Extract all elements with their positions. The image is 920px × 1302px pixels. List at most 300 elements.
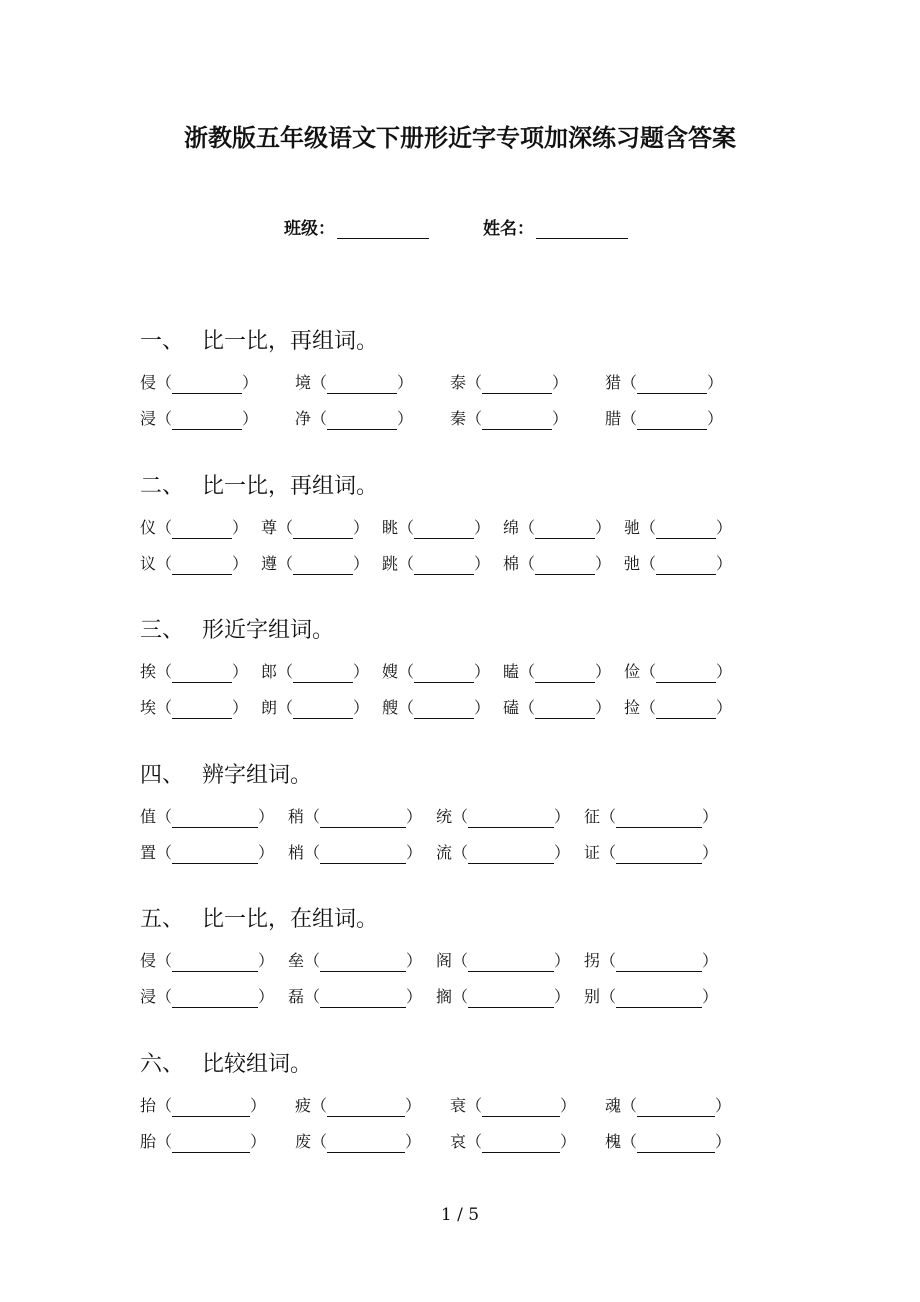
word-item	[436, 835, 584, 871]
character: 值	[140, 807, 157, 826]
answer-blank[interactable]	[468, 805, 554, 828]
word-item	[382, 510, 503, 546]
answer-blank[interactable]	[616, 805, 702, 828]
open-paren: （	[519, 662, 536, 681]
close-paren: ）	[715, 1132, 732, 1151]
open-paren: （	[519, 518, 536, 537]
close-paren: ）	[595, 662, 612, 681]
character: 抬	[140, 1096, 157, 1115]
open-paren: （	[277, 698, 294, 717]
answer-blank[interactable]	[482, 371, 552, 394]
section-number: 四、	[140, 763, 185, 788]
open-paren: （	[156, 698, 173, 717]
word-item	[295, 1124, 450, 1160]
section-instruction: 形近字组词。	[202, 618, 335, 643]
section-6	[140, 1050, 760, 1160]
word-item	[295, 365, 450, 401]
open-paren: （	[156, 1096, 173, 1115]
section-instruction: 比一比，再组词。	[202, 329, 379, 354]
open-paren: （	[277, 518, 294, 537]
answer-blank[interactable]	[172, 805, 258, 828]
character: 猎	[605, 373, 622, 392]
word-item	[503, 510, 624, 546]
word-item	[584, 799, 732, 835]
answer-blank[interactable]	[468, 949, 554, 972]
close-paren: ）	[250, 1096, 267, 1115]
character: 稍	[288, 807, 305, 826]
character: 浸	[140, 409, 157, 428]
character: 瞌	[503, 662, 520, 681]
word-item	[295, 1088, 450, 1124]
open-paren: （	[621, 409, 638, 428]
answer-blank[interactable]	[293, 552, 353, 575]
section-number: 一、	[140, 329, 185, 354]
answer-blank[interactable]	[637, 1130, 715, 1153]
character: 魂	[605, 1096, 622, 1115]
word-item	[605, 1124, 760, 1160]
close-paren: ）	[232, 518, 249, 537]
word-item	[261, 654, 382, 690]
word-row	[140, 654, 760, 690]
open-paren: （	[311, 373, 328, 392]
word-row	[140, 510, 760, 546]
word-item	[436, 943, 584, 979]
open-paren: （	[277, 554, 294, 573]
character: 驰	[624, 518, 641, 537]
section-heading	[140, 905, 760, 935]
section-1	[140, 327, 760, 437]
close-paren: ）	[353, 698, 370, 717]
open-paren: （	[156, 518, 173, 537]
word-item	[436, 799, 584, 835]
character: 统	[436, 807, 453, 826]
open-paren: （	[277, 662, 294, 681]
close-paren: ）	[560, 1132, 577, 1151]
section-instruction: 比较组词。	[202, 1052, 313, 1077]
character: 搁	[436, 987, 453, 1006]
close-paren: ）	[406, 807, 423, 826]
word-item	[624, 510, 745, 546]
character: 拐	[584, 951, 601, 970]
open-paren: （	[304, 807, 321, 826]
open-paren: （	[156, 807, 173, 826]
character: 胎	[140, 1132, 157, 1151]
close-paren: ）	[595, 518, 612, 537]
character: 梢	[288, 843, 305, 862]
word-row	[140, 365, 760, 401]
close-paren: ）	[702, 807, 719, 826]
word-item	[624, 690, 745, 726]
close-paren: ）	[554, 807, 571, 826]
close-paren: ）	[405, 1132, 422, 1151]
word-item	[288, 979, 436, 1015]
answer-blank[interactable]	[535, 696, 595, 719]
section-heading	[140, 1050, 760, 1080]
open-paren: （	[600, 987, 617, 1006]
open-paren: （	[156, 409, 173, 428]
answer-blank[interactable]	[482, 1094, 560, 1117]
word-item	[140, 510, 261, 546]
section-heading	[140, 472, 760, 502]
close-paren: ）	[258, 987, 275, 1006]
word-item	[140, 365, 295, 401]
open-paren: （	[156, 662, 173, 681]
answer-blank[interactable]	[172, 949, 258, 972]
word-row	[140, 1088, 760, 1124]
open-paren: （	[640, 662, 657, 681]
word-row	[140, 401, 760, 437]
word-row	[140, 943, 760, 979]
word-item	[503, 654, 624, 690]
open-paren: （	[311, 1132, 328, 1151]
answer-blank[interactable]	[656, 552, 716, 575]
answer-blank[interactable]	[293, 660, 353, 683]
answer-blank[interactable]	[414, 660, 474, 683]
answer-blank[interactable]	[535, 516, 595, 539]
answer-blank[interactable]	[327, 371, 397, 394]
close-paren: ）	[474, 698, 491, 717]
word-item	[605, 1088, 760, 1124]
answer-blank[interactable]	[320, 805, 406, 828]
open-paren: （	[600, 951, 617, 970]
word-item	[503, 546, 624, 582]
answer-blank[interactable]	[327, 1094, 405, 1117]
close-paren: ）	[258, 807, 275, 826]
answer-blank[interactable]	[482, 1130, 560, 1153]
close-paren: ）	[353, 554, 370, 573]
open-paren: （	[452, 951, 469, 970]
open-paren: （	[600, 807, 617, 826]
answer-blank[interactable]	[320, 841, 406, 864]
answer-blank[interactable]	[327, 407, 397, 430]
answer-blank[interactable]	[293, 696, 353, 719]
character: 衰	[450, 1096, 467, 1115]
character: 跳	[382, 554, 399, 573]
close-paren: ）	[406, 987, 423, 1006]
word-item	[140, 979, 288, 1015]
section-number: 五、	[140, 907, 185, 932]
close-paren: ）	[258, 843, 275, 862]
open-paren: （	[398, 698, 415, 717]
word-item	[436, 979, 584, 1015]
answer-blank[interactable]	[172, 696, 232, 719]
close-paren: ）	[554, 951, 571, 970]
word-row	[140, 1124, 760, 1160]
word-row	[140, 546, 760, 582]
open-paren: （	[466, 1096, 483, 1115]
word-item	[140, 1088, 295, 1124]
close-paren: ）	[552, 373, 569, 392]
word-item	[584, 979, 732, 1015]
character: 磕	[503, 698, 520, 717]
character: 挨	[140, 662, 157, 681]
character: 槐	[605, 1132, 622, 1151]
word-item	[382, 546, 503, 582]
character: 证	[584, 843, 601, 862]
class-blank[interactable]	[337, 222, 429, 239]
character: 眺	[382, 518, 399, 537]
close-paren: ）	[707, 409, 724, 428]
close-paren: ）	[595, 698, 612, 717]
name-blank[interactable]	[536, 222, 628, 239]
word-row	[140, 835, 760, 871]
character: 艘	[382, 698, 399, 717]
answer-blank[interactable]	[320, 949, 406, 972]
open-paren: （	[519, 698, 536, 717]
close-paren: ）	[353, 662, 370, 681]
word-item	[140, 654, 261, 690]
open-paren: （	[156, 843, 173, 862]
answer-blank[interactable]	[616, 985, 702, 1008]
word-row	[140, 690, 760, 726]
answer-blank[interactable]	[637, 407, 707, 430]
character: 流	[436, 843, 453, 862]
answer-blank[interactable]	[637, 1094, 715, 1117]
word-item	[140, 690, 261, 726]
answer-blank[interactable]	[656, 660, 716, 683]
section-number: 六、	[140, 1052, 185, 1077]
section-3	[140, 616, 760, 726]
character: 尊	[261, 518, 278, 537]
close-paren: ）	[554, 987, 571, 1006]
word-item	[624, 546, 745, 582]
open-paren: （	[304, 951, 321, 970]
character: 垒	[288, 951, 305, 970]
close-paren: ）	[702, 987, 719, 1006]
answer-blank[interactable]	[535, 552, 595, 575]
open-paren: （	[466, 1132, 483, 1151]
class-field	[284, 214, 429, 239]
word-item	[261, 690, 382, 726]
open-paren: （	[304, 843, 321, 862]
close-paren: ）	[707, 373, 724, 392]
character: 废	[295, 1132, 312, 1151]
close-paren: ）	[716, 518, 733, 537]
open-paren: （	[311, 409, 328, 428]
section-number: 二、	[140, 474, 185, 499]
answer-blank[interactable]	[616, 949, 702, 972]
character: 征	[584, 807, 601, 826]
section-instruction: 比一比，再组词。	[202, 474, 379, 499]
word-item	[288, 835, 436, 871]
section-heading	[140, 761, 760, 791]
page-title: 浙教版五年级语文下册形近字专项加深练习题含答案	[184, 123, 736, 152]
character: 嫂	[382, 662, 399, 681]
open-paren: （	[156, 373, 173, 392]
close-paren: ）	[232, 554, 249, 573]
close-paren: ）	[595, 554, 612, 573]
character: 侵	[140, 951, 157, 970]
close-paren: ）	[716, 662, 733, 681]
word-item	[140, 1124, 295, 1160]
close-paren: ）	[258, 951, 275, 970]
open-paren: （	[398, 518, 415, 537]
character: 朗	[261, 698, 278, 717]
character: 置	[140, 843, 157, 862]
section-5	[140, 905, 760, 1015]
answer-blank[interactable]	[414, 696, 474, 719]
character: 侵	[140, 373, 157, 392]
character: 俭	[624, 662, 641, 681]
close-paren: ）	[474, 662, 491, 681]
character: 净	[295, 409, 312, 428]
answer-blank[interactable]	[172, 371, 242, 394]
word-item	[140, 835, 288, 871]
word-row	[140, 799, 760, 835]
character: 绵	[503, 518, 520, 537]
answer-blank[interactable]	[535, 660, 595, 683]
close-paren: ）	[474, 518, 491, 537]
character: 弛	[624, 554, 641, 573]
open-paren: （	[640, 698, 657, 717]
open-paren: （	[398, 554, 415, 573]
name-field	[483, 214, 628, 239]
close-paren: ）	[716, 554, 733, 573]
word-item	[584, 943, 732, 979]
character: 捡	[624, 698, 641, 717]
close-paren: ）	[232, 662, 249, 681]
word-row	[140, 979, 760, 1015]
character: 议	[140, 554, 157, 573]
close-paren: ）	[560, 1096, 577, 1115]
word-item	[140, 799, 288, 835]
answer-blank[interactable]	[172, 516, 232, 539]
answer-blank[interactable]	[656, 696, 716, 719]
open-paren: （	[466, 373, 483, 392]
open-paren: （	[640, 554, 657, 573]
character: 腊	[605, 409, 622, 428]
open-paren: （	[640, 518, 657, 537]
character: 浸	[140, 987, 157, 1006]
word-item	[450, 1124, 605, 1160]
character: 阁	[436, 951, 453, 970]
answer-blank[interactable]	[616, 841, 702, 864]
section-number: 三、	[140, 618, 185, 643]
word-item	[382, 690, 503, 726]
answer-blank[interactable]	[414, 552, 474, 575]
answer-blank[interactable]	[468, 985, 554, 1008]
answer-blank[interactable]	[172, 985, 258, 1008]
open-paren: （	[621, 373, 638, 392]
character: 别	[584, 987, 601, 1006]
word-item	[382, 654, 503, 690]
open-paren: （	[519, 554, 536, 573]
close-paren: ）	[250, 1132, 267, 1151]
close-paren: ）	[405, 1096, 422, 1115]
character: 哀	[450, 1132, 467, 1151]
close-paren: ）	[474, 554, 491, 573]
open-paren: （	[398, 662, 415, 681]
word-item	[450, 1088, 605, 1124]
answer-blank[interactable]	[656, 516, 716, 539]
character: 棉	[503, 554, 520, 573]
word-item	[584, 835, 732, 871]
word-item	[261, 510, 382, 546]
answer-blank[interactable]	[172, 1094, 250, 1117]
word-item	[295, 401, 450, 437]
section-4	[140, 761, 760, 871]
answer-blank[interactable]	[327, 1130, 405, 1153]
close-paren: ）	[554, 843, 571, 862]
word-item	[450, 401, 605, 437]
word-item	[605, 401, 760, 437]
open-paren: （	[156, 987, 173, 1006]
close-paren: ）	[242, 373, 259, 392]
open-paren: （	[304, 987, 321, 1006]
section-heading	[140, 616, 760, 646]
section-instruction: 比一比，在组词。	[202, 907, 379, 932]
character: 境	[295, 373, 312, 392]
open-paren: （	[621, 1132, 638, 1151]
close-paren: ）	[353, 518, 370, 537]
word-item	[288, 799, 436, 835]
close-paren: ）	[397, 373, 414, 392]
close-paren: ）	[406, 951, 423, 970]
answer-blank[interactable]	[414, 516, 474, 539]
answer-blank[interactable]	[320, 985, 406, 1008]
answer-blank[interactable]	[172, 552, 232, 575]
answer-blank[interactable]	[172, 407, 242, 430]
answer-blank[interactable]	[482, 407, 552, 430]
open-paren: （	[311, 1096, 328, 1115]
word-item	[624, 654, 745, 690]
open-paren: （	[621, 1096, 638, 1115]
word-item	[140, 943, 288, 979]
answer-blank[interactable]	[172, 841, 258, 864]
class-label: 班级：	[284, 219, 335, 239]
character: 仪	[140, 518, 157, 537]
section-heading	[140, 327, 760, 357]
close-paren: ）	[702, 843, 719, 862]
section-instruction: 辨字组词。	[202, 763, 313, 788]
open-paren: （	[466, 409, 483, 428]
close-paren: ）	[242, 409, 259, 428]
character: 泰	[450, 373, 467, 392]
answer-blank[interactable]	[293, 516, 353, 539]
answer-blank[interactable]	[172, 1130, 250, 1153]
character: 疲	[295, 1096, 312, 1115]
word-item	[140, 401, 295, 437]
word-item	[503, 690, 624, 726]
name-label: 姓名：	[483, 219, 534, 239]
word-item	[288, 943, 436, 979]
answer-blank[interactable]	[637, 371, 707, 394]
student-info	[284, 214, 628, 239]
close-paren: ）	[232, 698, 249, 717]
close-paren: ）	[702, 951, 719, 970]
close-paren: ）	[552, 409, 569, 428]
answer-blank[interactable]	[468, 841, 554, 864]
word-item	[140, 546, 261, 582]
answer-blank[interactable]	[172, 660, 232, 683]
close-paren: ）	[715, 1096, 732, 1115]
open-paren: （	[452, 987, 469, 1006]
open-paren: （	[452, 807, 469, 826]
character: 遵	[261, 554, 278, 573]
page-number: 1 / 5	[440, 1205, 480, 1225]
character: 磊	[288, 987, 305, 1006]
word-item	[450, 365, 605, 401]
open-paren: （	[156, 554, 173, 573]
character: 郎	[261, 662, 278, 681]
character: 埃	[140, 698, 157, 717]
open-paren: （	[452, 843, 469, 862]
close-paren: ）	[406, 843, 423, 862]
open-paren: （	[156, 951, 173, 970]
open-paren: （	[600, 843, 617, 862]
character: 秦	[450, 409, 467, 428]
open-paren: （	[156, 1132, 173, 1151]
